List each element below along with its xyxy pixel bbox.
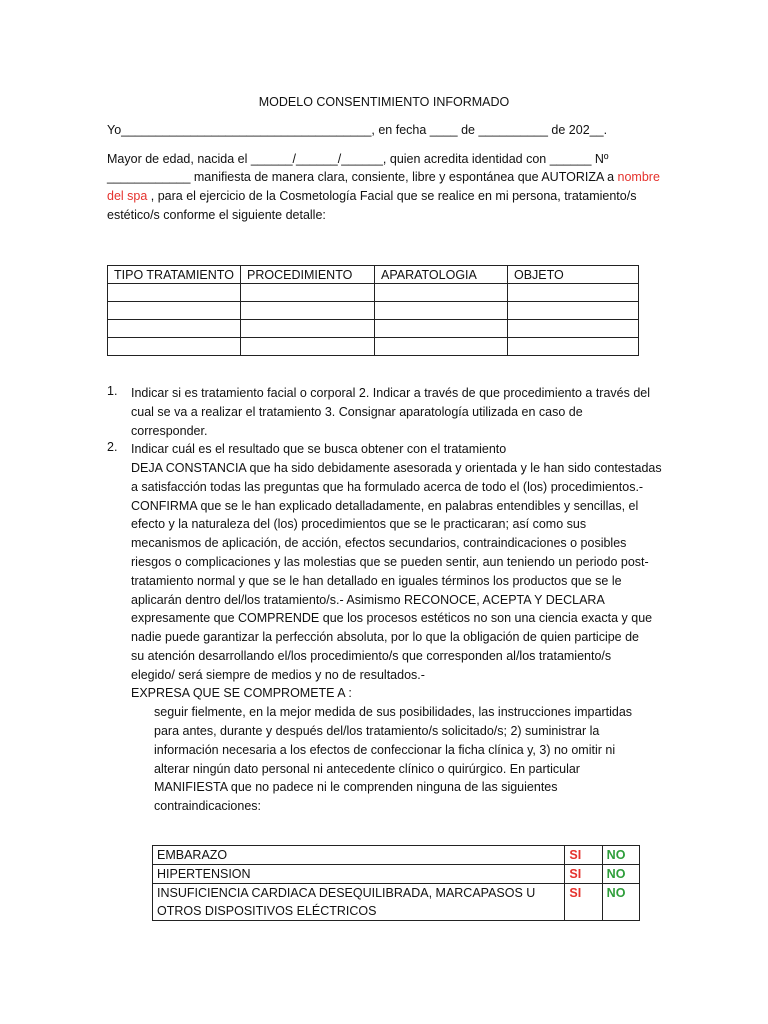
option-no[interactable]: NO [602,884,639,921]
table-cell[interactable] [508,320,639,338]
list-item-2-line: Indicar cuál es el resultado que se busca obtener con el tratamiento [131,442,507,456]
para2-line4: estético/s conforme el siguiente detalle: [107,208,326,222]
table-cell[interactable] [108,284,241,302]
table-cell[interactable] [241,284,375,302]
table-row [108,320,639,338]
commitment-line: información necesaria a los efectos de confeccionar la ficha clínica y, 3) no omitir ni [154,743,616,757]
col-header-tipo: TIPO TRATAMIENTO [108,266,241,284]
intro-line: Yo____________________________________, en fecha ____ de __________ de 202__. [107,123,608,137]
treatment-table-header [108,266,639,284]
list-number-1: 1. [107,384,118,398]
commitment-line: seguir fielmente, en la mejor medida de sus posibilidades, las instrucciones impartidas [154,705,633,719]
contraindications-table [152,845,640,921]
option-no[interactable]: NO [602,865,639,884]
table-cell[interactable] [508,284,639,302]
table-cell[interactable] [241,320,375,338]
spa-name-placeholder-2: del spa [107,189,148,203]
table-row [153,846,640,865]
list-item-2-line: mecanismos de aplicación, de acción, efectos secundarios, contraindicaciones o posibles [131,536,627,550]
table-cell[interactable] [108,320,241,338]
option-si[interactable]: SI [565,884,602,921]
para2-line2 [107,168,660,187]
list-item-1-line3: corresponder. [131,424,208,438]
col-header-procedimiento: PROCEDIMIENTO [241,266,375,284]
para2-line2-text: ____________ manifiesta de manera clara, consiente, libre y espontánea que AUTORIZA a [107,170,618,184]
option-si[interactable]: SI [565,846,602,865]
table-row [153,865,640,884]
table-row [108,302,639,320]
list-item-2-line: efecto y la naturaleza del (los) procedimientos que se le practicaran; así como sus [131,517,587,531]
table-cell[interactable] [375,284,508,302]
table-row [108,338,639,356]
list-item-1-line1: Indicar si es tratamiento facial o corporal 2. Indicar a través de que procedimiento a través del [131,386,651,400]
table-row [153,884,640,921]
list-item-2-line: tratamiento normal y que se le han detallado en iguales términos los productos que se le [131,574,622,588]
table-cell[interactable] [241,302,375,320]
para2-line3-text: , para el ejercicio de la Cosmetología Facial que se realice en mi persona, tratamiento/s [147,189,637,203]
table-cell[interactable] [241,338,375,356]
para2-line1: Mayor de edad, nacida el ______/______/______, quien acredita identidad con ______ Nº [107,152,609,166]
contraindication-label: HIPERTENSION [153,865,565,884]
list-item-2-line: riesgos o complicaciones y las molestias que se pueden sentir, aun teniendo un periodo post- [131,555,649,569]
document-title: MODELO CONSENTIMIENTO INFORMADO [258,95,510,109]
table-cell[interactable] [508,302,639,320]
list-item-2-line: a satisfacción todas las preguntas que ha formulado acerca de todo el (los) procedimientos.- [131,480,644,494]
col-header-aparatologia: APARATOLOGIA [375,266,508,284]
list-item-2-line: DEJA CONSTANCIA que ha sido debidamente asesorada y orientada y le han sido contestadas [131,461,662,475]
option-si[interactable]: SI [565,865,602,884]
list-item-2-line: aplicarán dentro del/los tratamiento/s.- Asimismo RECONOCE, ACEPTA Y DECLARA [131,593,605,607]
table-cell[interactable] [108,338,241,356]
commitment-line: MANIFIESTA que no padece ni le comprenden ninguna de las siguientes [154,780,558,794]
spa-name-placeholder-1: nombre [617,170,660,184]
contraindication-label: INSUFICIENCIA CARDIACA DESEQUILIBRADA, MARCAPASOS U OTROS DISPOSITIVOS ELÉCTRICOS [153,884,565,921]
contraindication-label: EMBARAZO [153,846,565,865]
option-no[interactable]: NO [602,846,639,865]
list-item-2-line: CONFIRMA que se le han explicado detalladamente, en palabras entendibles y sencillas, el [131,499,639,513]
list-number-2: 2. [107,440,118,454]
list-item-2-line: nadie puede garantizar la perfección absoluta, por lo que la obligación de quien participe de [131,630,639,644]
col-header-objeto: OBJETO [508,266,639,284]
list-item-2-line: expresamente que COMPRENDE que los procesos estéticos no son una ciencia exacta y que [131,611,653,625]
table-cell[interactable] [375,338,508,356]
commitment-heading: EXPRESA QUE SE COMPROMETE A : [131,686,352,700]
table-cell[interactable] [375,320,508,338]
table-cell[interactable] [108,302,241,320]
list-item-1-line2: cual se va a realizar el tratamiento 3. Consignar aparatología utilizada en caso de [131,405,583,419]
table-cell[interactable] [508,338,639,356]
table-cell[interactable] [375,302,508,320]
para2-line3 [107,187,636,206]
commitment-line: para antes, durante y después del/los tratamiento/s solicitado/s; 2) suministrar la [154,724,600,738]
commitment-line: alterar ningún dato personal ni antecedente clínico o quirúrgico. En particular [154,762,580,776]
treatment-table [107,265,639,356]
table-row [108,284,639,302]
list-item-2-line: su atención desarrollando el/los procedimiento/s que corresponden al/los tratamiento/s [131,649,612,663]
commitment-line: contraindicaciones: [154,799,262,813]
list-item-2-line: elegido/ será siempre de medios y no de resultados.- [131,668,425,682]
